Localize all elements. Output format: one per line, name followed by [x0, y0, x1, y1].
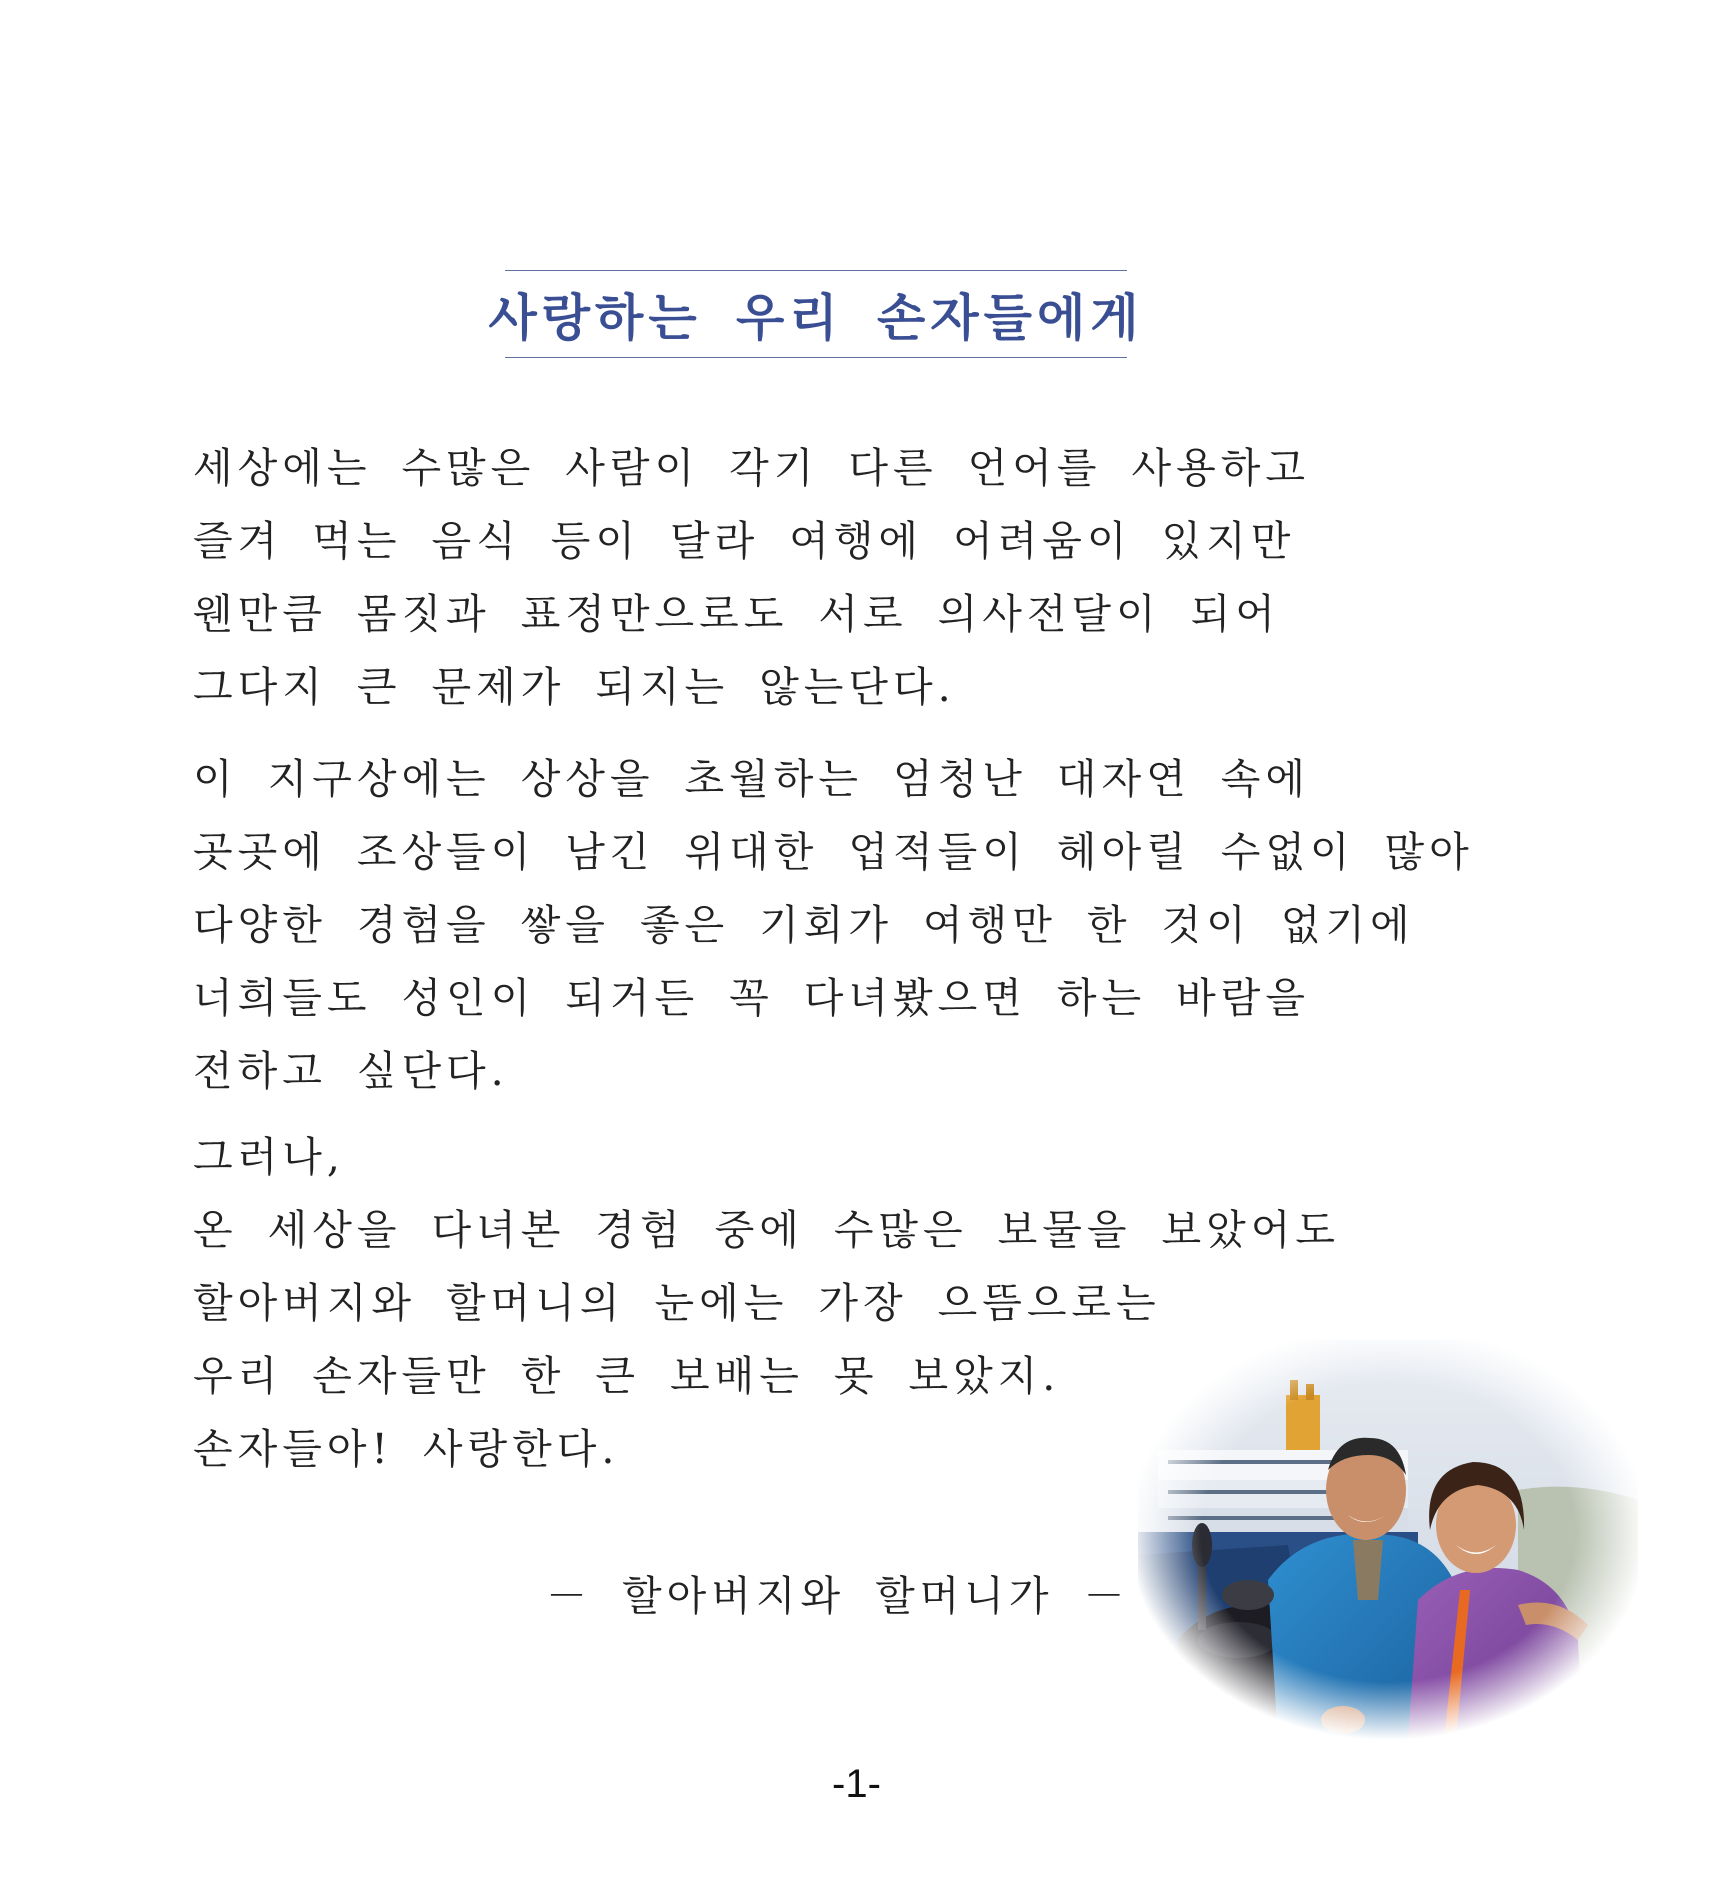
- title-box: [488, 270, 1144, 358]
- text-line: 전하고 싶단다.: [193, 1047, 509, 1095]
- text-line: 온 세상을 다녀본 경험 중에 수많은 보물을 보았어도: [193, 1206, 1340, 1254]
- text-line: 할아버지와 할머니의 눈에는 가장 으뜸으로는: [193, 1279, 1161, 1327]
- letter-body: [193, 432, 1493, 1486]
- text-line: 이 지구상에는 상상을 초월하는 엄청난 대자연 속에: [193, 755, 1310, 803]
- text-line: 손자들아! 사랑한다.: [193, 1425, 620, 1473]
- paragraph-2: [193, 743, 1493, 1108]
- text-line: 다양한 경험을 쌓을 좋은 기회가 여행만 한 것이 없기에: [193, 901, 1415, 949]
- paragraph-1: [193, 432, 1493, 724]
- paragraph-spacer: [193, 1108, 1493, 1121]
- page-number: -1-: [832, 1762, 881, 1806]
- page-title: 사랑하는 우리 손자들에게: [488, 289, 1144, 347]
- text-line: 세상에는 수많은 사람이 각기 다른 언어를 사용하고: [193, 444, 1310, 492]
- text-line: 너희들도 성인이 되거든 꼭 다녀봤으면 하는 바람을: [193, 974, 1310, 1022]
- text-line: 그러나,: [193, 1133, 345, 1181]
- text-line: 곳곳에 조상들이 남긴 위대한 업적들이 헤아릴 수없이 많아: [193, 828, 1474, 876]
- text-line: 웬만큼 몸짓과 표정만으로도 서로 의사전달이 되어: [193, 590, 1280, 638]
- couple-photo: [1138, 1340, 1638, 1740]
- text-line: 그다지 큰 문제가 되지는 않는단다.: [193, 663, 956, 711]
- signature: － 할아버지와 할머니가 －: [546, 1572, 1130, 1620]
- text-line: 우리 손자들만 한 큰 보배는 못 보았지.: [193, 1352, 1061, 1400]
- text-line: 즐겨 먹는 음식 등이 달라 여행에 어려움이 있지만: [193, 517, 1296, 565]
- paragraph-spacer: [193, 724, 1493, 743]
